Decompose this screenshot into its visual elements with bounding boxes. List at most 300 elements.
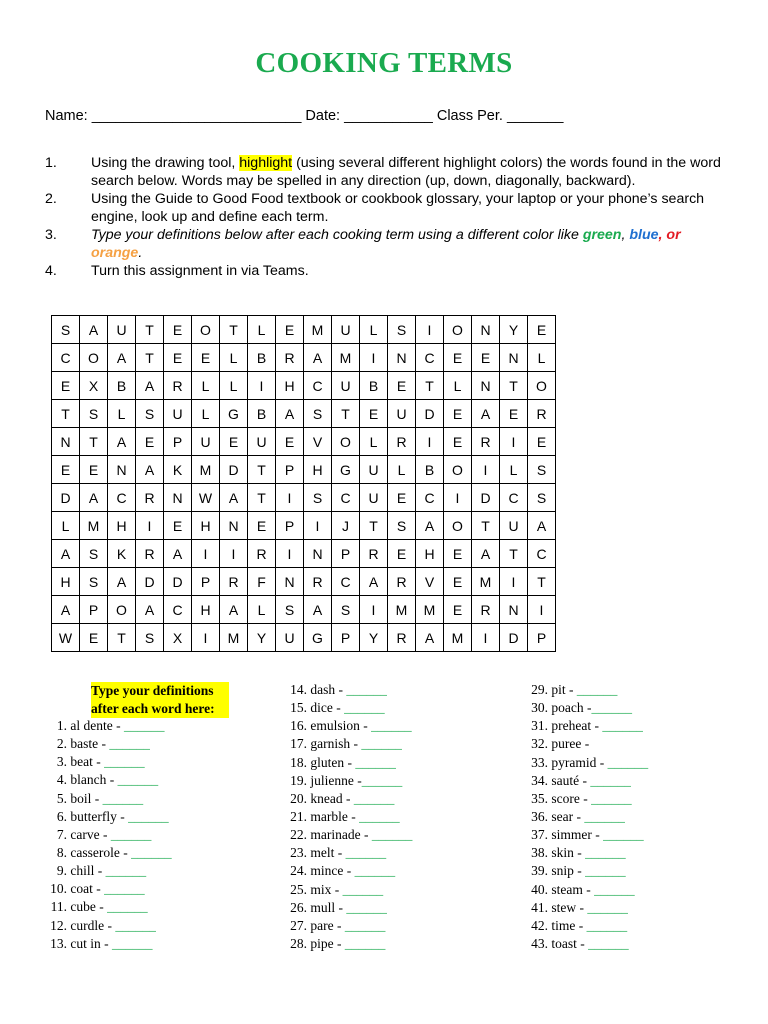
grid-cell[interactable]: T xyxy=(528,568,556,596)
grid-cell[interactable]: L xyxy=(192,400,220,428)
term-word: garnish - xyxy=(310,736,362,752)
grid-cell[interactable]: K xyxy=(164,456,192,484)
grid-cell[interactable]: Y xyxy=(360,624,388,652)
grid-cell[interactable]: I xyxy=(304,512,332,540)
grid-cell[interactable]: E xyxy=(136,428,164,456)
grid-cell[interactable]: I xyxy=(248,372,276,400)
grid-cell[interactable]: W xyxy=(192,484,220,512)
grid-cell[interactable]: W xyxy=(52,624,80,652)
grid-cell[interactable]: A xyxy=(416,512,444,540)
grid-cell[interactable]: N xyxy=(108,456,136,484)
grid-cell[interactable]: M xyxy=(304,316,332,344)
term-number: 4. xyxy=(56,772,67,788)
grid-cell[interactable]: P xyxy=(80,596,108,624)
grid-cell[interactable]: H xyxy=(276,372,304,400)
grid-cell[interactable]: U xyxy=(360,456,388,484)
grid-cell[interactable]: A xyxy=(80,484,108,512)
grid-cell[interactable]: I xyxy=(416,428,444,456)
definition-blank[interactable]: ______ xyxy=(588,935,629,951)
grid-cell[interactable]: B xyxy=(416,456,444,484)
grid-cell[interactable]: P xyxy=(192,568,220,596)
definition-blank[interactable]: ______ xyxy=(346,682,387,697)
grid-cell[interactable]: A xyxy=(220,596,248,624)
grid-cell[interactable]: D xyxy=(52,484,80,512)
grid-cell[interactable]: C xyxy=(416,484,444,512)
grid-cell[interactable]: U xyxy=(164,400,192,428)
grid-cell[interactable]: R xyxy=(164,372,192,400)
grid-cell[interactable]: L xyxy=(192,372,220,400)
grid-cell[interactable]: B xyxy=(360,372,388,400)
definition-blank[interactable]: ______ xyxy=(342,881,384,897)
definition-blank[interactable]: ______ xyxy=(105,863,147,879)
grid-cell[interactable]: P xyxy=(276,456,304,484)
grid-cell[interactable]: E xyxy=(360,400,388,428)
term-number: 7. xyxy=(56,826,67,842)
definition-blank[interactable]: ______ xyxy=(354,863,396,879)
definition-blank[interactable]: ______ xyxy=(585,863,626,879)
grid-cell[interactable]: X xyxy=(164,624,192,652)
term-item xyxy=(529,844,648,862)
grid-cell[interactable]: T xyxy=(108,624,136,652)
definition-blank[interactable]: ______ xyxy=(361,736,402,752)
grid-cell[interactable]: Y xyxy=(500,316,528,344)
grid-cell[interactable]: E xyxy=(164,512,192,540)
grid-cell[interactable]: S xyxy=(80,568,108,596)
grid-cell[interactable]: N xyxy=(500,596,528,624)
definition-blank[interactable]: ______ xyxy=(128,808,169,824)
term-item xyxy=(288,899,412,917)
grid-cell[interactable]: R xyxy=(388,624,416,652)
definition-blank[interactable]: ______ xyxy=(344,700,385,716)
grid-cell[interactable]: L xyxy=(500,456,528,484)
term-word: butterfly - xyxy=(70,808,129,824)
grid-cell[interactable]: S xyxy=(80,400,108,428)
definition-blank[interactable]: ______ xyxy=(603,827,644,843)
grid-cell[interactable]: E xyxy=(500,400,528,428)
grid-cell[interactable]: E xyxy=(388,372,416,400)
grid-cell[interactable]: E xyxy=(52,372,80,400)
grid-cell[interactable]: T xyxy=(416,372,444,400)
grid-cell[interactable]: H xyxy=(108,512,136,540)
grid-cell[interactable]: H xyxy=(192,596,220,624)
grid-cell[interactable]: T xyxy=(220,316,248,344)
term-word: chill - xyxy=(70,863,106,879)
grid-cell[interactable]: L xyxy=(248,316,276,344)
grid-cell[interactable]: D xyxy=(220,456,248,484)
term-number: 41. xyxy=(531,899,548,915)
grid-cell[interactable]: T xyxy=(500,372,528,400)
grid-cell[interactable]: S xyxy=(528,484,556,512)
definition-blank[interactable]: ______ xyxy=(585,845,626,861)
grid-cell[interactable]: A xyxy=(108,344,136,372)
definition-blank[interactable]: ______ xyxy=(591,700,632,716)
grid-cell[interactable]: R xyxy=(472,428,500,456)
grid-cell[interactable]: A xyxy=(52,540,80,568)
grid-cell[interactable]: C xyxy=(332,484,360,512)
grid-cell[interactable]: M xyxy=(80,512,108,540)
grid-cell[interactable]: R xyxy=(388,568,416,596)
terms-column-2 xyxy=(288,681,412,953)
grid-cell[interactable]: L xyxy=(220,372,248,400)
grid-cell[interactable]: A xyxy=(108,428,136,456)
definition-blank[interactable]: ______ xyxy=(107,899,148,915)
grid-cell[interactable]: E xyxy=(220,428,248,456)
grid-cell[interactable]: N xyxy=(304,540,332,568)
definition-blank[interactable]: ______ xyxy=(607,754,649,770)
grid-cell[interactable]: O xyxy=(444,512,472,540)
grid-cell[interactable]: O xyxy=(108,596,136,624)
grid-cell[interactable]: P xyxy=(164,428,192,456)
grid-cell[interactable]: L xyxy=(528,344,556,372)
grid-cell[interactable]: S xyxy=(136,624,164,652)
grid-cell[interactable]: N xyxy=(52,428,80,456)
grid-cell[interactable]: N xyxy=(500,344,528,372)
grid-cell[interactable]: H xyxy=(52,568,80,596)
grid-cell[interactable]: C xyxy=(416,344,444,372)
grid-cell[interactable]: I xyxy=(528,596,556,624)
grid-cell[interactable]: A xyxy=(136,372,164,400)
grid-cell[interactable]: A xyxy=(304,344,332,372)
grid-cell[interactable]: M xyxy=(416,596,444,624)
grid-cell[interactable]: O xyxy=(192,316,220,344)
grid-cell[interactable]: R xyxy=(528,400,556,428)
term-number: 32. xyxy=(531,736,548,752)
definition-blank[interactable]: ______ xyxy=(584,808,625,824)
term-item xyxy=(529,935,648,953)
grid-cell[interactable]: O xyxy=(528,372,556,400)
grid-cell[interactable]: A xyxy=(136,456,164,484)
grid-cell[interactable]: I xyxy=(192,624,220,652)
grid-cell[interactable]: E xyxy=(472,344,500,372)
term-item xyxy=(529,735,648,753)
grid-cell[interactable]: E xyxy=(444,540,472,568)
grid-cell[interactable]: A xyxy=(80,316,108,344)
grid-cell[interactable]: E xyxy=(80,624,108,652)
grid-cell[interactable]: L xyxy=(108,400,136,428)
term-item xyxy=(288,881,412,899)
term-item xyxy=(49,753,172,771)
grid-cell[interactable]: A xyxy=(472,540,500,568)
grid-cell[interactable]: U xyxy=(276,624,304,652)
grid-cell[interactable]: S xyxy=(52,316,80,344)
grid-cell[interactable]: B xyxy=(248,344,276,372)
instruction-text xyxy=(91,154,731,190)
definition-blank[interactable]: ______ xyxy=(344,917,386,933)
grid-cell[interactable]: P xyxy=(276,512,304,540)
grid-cell[interactable]: C xyxy=(164,596,192,624)
grid-cell[interactable]: D xyxy=(136,568,164,596)
definition-blank[interactable]: ______ xyxy=(344,935,386,951)
grid-cell[interactable]: G xyxy=(332,456,360,484)
grid-cell[interactable]: C xyxy=(304,372,332,400)
instruction-number: 1. xyxy=(45,155,57,171)
term-item xyxy=(529,717,648,735)
grid-cell[interactable]: C xyxy=(332,568,360,596)
grid-cell[interactable]: A xyxy=(416,624,444,652)
grid-cell[interactable]: T xyxy=(248,456,276,484)
instruction-number: 3. xyxy=(45,227,57,243)
grid-cell[interactable]: E xyxy=(276,428,304,456)
terms-column-3 xyxy=(529,681,648,953)
definition-blank[interactable]: ______ xyxy=(586,917,628,933)
grid-cell[interactable]: R xyxy=(360,540,388,568)
term-item xyxy=(288,754,412,772)
grid-cell[interactable]: S xyxy=(304,400,332,428)
grid-cell[interactable]: V xyxy=(304,428,332,456)
grid-cell[interactable]: C xyxy=(500,484,528,512)
definition-blank[interactable]: ______ xyxy=(110,826,152,842)
grid-cell[interactable]: E xyxy=(444,400,472,428)
grid-cell[interactable]: N xyxy=(472,316,500,344)
grid-cell[interactable]: A xyxy=(108,568,136,596)
grid-cell[interactable]: R xyxy=(248,540,276,568)
grid-cell[interactable]: L xyxy=(444,372,472,400)
grid-cell[interactable]: R xyxy=(136,540,164,568)
grid-cell[interactable]: E xyxy=(388,540,416,568)
grid-cell[interactable]: E xyxy=(444,596,472,624)
definition-blank[interactable]: ______ xyxy=(104,754,145,770)
grid-cell[interactable]: M xyxy=(472,568,500,596)
grid-cell[interactable]: U xyxy=(248,428,276,456)
term-word: toast - xyxy=(551,935,589,951)
definition-blank[interactable]: ______ xyxy=(112,935,153,951)
instruction-text xyxy=(91,190,731,226)
grid-cell[interactable]: G xyxy=(220,400,248,428)
grid-cell[interactable]: S xyxy=(388,316,416,344)
grid-cell[interactable]: D xyxy=(500,624,528,652)
term-word: marinade - xyxy=(310,827,372,843)
grid-cell[interactable]: C xyxy=(528,540,556,568)
grid-cell[interactable]: I xyxy=(416,316,444,344)
term-item xyxy=(288,772,412,790)
grid-cell[interactable]: C xyxy=(52,344,80,372)
grid-cell[interactable]: F xyxy=(248,568,276,596)
definition-blank[interactable]: ______ xyxy=(104,881,145,897)
grid-cell[interactable]: N xyxy=(472,372,500,400)
term-number: 20. xyxy=(290,790,307,806)
grid-cell[interactable]: T xyxy=(248,484,276,512)
term-item xyxy=(529,699,648,717)
grid-cell[interactable]: I xyxy=(136,512,164,540)
grid-cell[interactable]: O xyxy=(444,456,472,484)
grid-cell[interactable]: I xyxy=(220,540,248,568)
grid-cell[interactable]: I xyxy=(360,344,388,372)
grid-cell[interactable]: T xyxy=(52,400,80,428)
grid-cell[interactable]: B xyxy=(108,372,136,400)
grid-cell[interactable]: U xyxy=(500,512,528,540)
grid-cell[interactable]: R xyxy=(276,344,304,372)
grid-cell[interactable]: N xyxy=(276,568,304,596)
grid-cell[interactable]: E xyxy=(248,512,276,540)
grid-cell[interactable]: P xyxy=(528,624,556,652)
definition-blank[interactable]: ______ xyxy=(355,754,396,770)
grid-cell[interactable]: A xyxy=(528,512,556,540)
grid-cell[interactable]: K xyxy=(108,540,136,568)
grid-cell[interactable]: A xyxy=(136,596,164,624)
grid-cell[interactable]: T xyxy=(500,540,528,568)
grid-cell[interactable]: E xyxy=(80,456,108,484)
grid-cell[interactable]: Y xyxy=(248,624,276,652)
grid-cell[interactable]: S xyxy=(276,596,304,624)
definition-blank[interactable]: ______ xyxy=(602,718,643,734)
definition-blank[interactable]: ______ xyxy=(345,845,387,861)
definition-blank[interactable]: ______ xyxy=(109,736,150,752)
definition-blank[interactable]: ______ xyxy=(359,808,400,824)
grid-cell[interactable]: O xyxy=(80,344,108,372)
grid-cell[interactable]: U xyxy=(332,316,360,344)
grid-cell[interactable]: T xyxy=(360,512,388,540)
definition-blank[interactable]: ______ xyxy=(591,790,632,806)
grid-cell[interactable]: D xyxy=(416,400,444,428)
grid-cell[interactable]: S xyxy=(304,484,332,512)
grid-cell[interactable]: L xyxy=(52,512,80,540)
term-item xyxy=(49,717,172,735)
grid-cell[interactable]: O xyxy=(444,316,472,344)
grid-cell[interactable]: X xyxy=(80,372,108,400)
definition-blank[interactable]: ______ xyxy=(353,790,395,806)
grid-cell[interactable]: V xyxy=(416,568,444,596)
grid-cell[interactable]: I xyxy=(276,484,304,512)
grid-cell[interactable]: A xyxy=(276,400,304,428)
definition-blank[interactable]: ______ xyxy=(361,772,403,788)
grid-cell[interactable]: P xyxy=(332,624,360,652)
definition-blank[interactable]: ______ xyxy=(371,827,413,843)
grid-cell[interactable]: N xyxy=(220,512,248,540)
grid-cell[interactable]: R xyxy=(304,568,332,596)
grid-cell[interactable]: L xyxy=(220,344,248,372)
instruction-text-part: , xyxy=(621,227,630,243)
grid-cell[interactable]: A xyxy=(52,596,80,624)
term-word: dice - xyxy=(310,700,345,716)
definitions-header-line-2: after each word here: xyxy=(91,700,229,718)
grid-cell[interactable]: E xyxy=(164,316,192,344)
term-word: carve - xyxy=(70,826,111,842)
definition-blank[interactable]: ______ xyxy=(590,772,631,788)
grid-cell[interactable]: E xyxy=(164,344,192,372)
grid-cell[interactable]: H xyxy=(416,540,444,568)
grid-cell[interactable]: T xyxy=(136,316,164,344)
grid-cell[interactable]: R xyxy=(472,596,500,624)
grid-cell[interactable]: U xyxy=(360,484,388,512)
grid-cell[interactable]: O xyxy=(332,428,360,456)
term-item xyxy=(288,735,412,753)
term-item xyxy=(288,826,412,844)
definition-blank[interactable]: ______ xyxy=(115,917,156,933)
grid-cell[interactable]: I xyxy=(500,568,528,596)
definition-blank[interactable]: ______ xyxy=(131,844,172,860)
grid-cell[interactable]: I xyxy=(360,596,388,624)
grid-cell[interactable]: L xyxy=(360,316,388,344)
grid-cell[interactable]: I xyxy=(472,456,500,484)
grid-cell[interactable]: S xyxy=(80,540,108,568)
grid-cell[interactable]: S xyxy=(528,456,556,484)
grid-cell[interactable]: J xyxy=(332,512,360,540)
definition-blank[interactable]: ______ xyxy=(587,899,628,915)
grid-cell[interactable]: D xyxy=(164,568,192,596)
grid-cell[interactable]: L xyxy=(388,456,416,484)
grid-cell[interactable]: E xyxy=(528,428,556,456)
grid-cell[interactable]: E xyxy=(52,456,80,484)
grid-cell[interactable]: E xyxy=(192,344,220,372)
grid-cell[interactable]: U xyxy=(192,428,220,456)
grid-cell[interactable]: H xyxy=(304,456,332,484)
grid-cell[interactable]: I xyxy=(276,540,304,568)
grid-cell[interactable]: I xyxy=(472,624,500,652)
grid-cell[interactable]: A xyxy=(164,540,192,568)
grid-cell[interactable]: T xyxy=(80,428,108,456)
grid-cell[interactable]: M xyxy=(388,596,416,624)
grid-cell[interactable]: T xyxy=(136,344,164,372)
grid-cell[interactable]: R xyxy=(136,484,164,512)
grid-cell[interactable]: S xyxy=(332,596,360,624)
grid-cell[interactable]: N xyxy=(164,484,192,512)
grid-cell[interactable]: R xyxy=(388,428,416,456)
grid-cell[interactable]: E xyxy=(528,316,556,344)
grid-cell[interactable]: T xyxy=(332,400,360,428)
grid-cell[interactable]: E xyxy=(276,316,304,344)
grid-cell[interactable]: L xyxy=(360,428,388,456)
grid-cell[interactable]: E xyxy=(444,344,472,372)
grid-cell[interactable]: M xyxy=(332,344,360,372)
name-date-class-line: Name: __________________________ Date: ___________ Class Per. _______ xyxy=(45,108,564,124)
definition-blank[interactable]: ______ xyxy=(123,718,165,733)
grid-cell[interactable]: M xyxy=(444,624,472,652)
grid-cell[interactable]: E xyxy=(444,568,472,596)
grid-cell[interactable]: E xyxy=(388,484,416,512)
grid-cell[interactable]: T xyxy=(472,512,500,540)
grid-cell[interactable]: P xyxy=(332,540,360,568)
grid-cell[interactable]: M xyxy=(192,456,220,484)
grid-cell[interactable]: R xyxy=(220,568,248,596)
grid-cell[interactable]: A xyxy=(472,400,500,428)
grid-cell[interactable]: L xyxy=(248,596,276,624)
grid-cell[interactable]: B xyxy=(248,400,276,428)
grid-cell[interactable]: D xyxy=(472,484,500,512)
grid-cell[interactable]: I xyxy=(192,540,220,568)
grid-cell[interactable]: U xyxy=(388,400,416,428)
instruction-text-part: highlight xyxy=(239,155,293,171)
definition-blank[interactable]: ______ xyxy=(576,682,618,697)
term-number: 35. xyxy=(531,790,548,806)
grid-cell[interactable]: H xyxy=(192,512,220,540)
grid-cell[interactable]: E xyxy=(444,428,472,456)
grid-cell[interactable]: N xyxy=(388,344,416,372)
definition-blank[interactable]: ______ xyxy=(102,790,144,806)
definition-blank[interactable]: ______ xyxy=(594,881,635,897)
grid-cell[interactable]: I xyxy=(444,484,472,512)
grid-cell[interactable]: A xyxy=(304,596,332,624)
grid-cell[interactable]: I xyxy=(500,428,528,456)
instruction-text-part: green xyxy=(582,227,622,243)
instruction-text-part: . xyxy=(138,245,143,261)
grid-cell[interactable]: U xyxy=(108,316,136,344)
definition-blank[interactable]: ______ xyxy=(117,772,159,788)
definition-blank[interactable]: ______ xyxy=(346,899,387,915)
grid-cell[interactable]: A xyxy=(220,484,248,512)
grid-cell[interactable]: A xyxy=(360,568,388,596)
grid-cell[interactable]: C xyxy=(108,484,136,512)
term-word: al dente - xyxy=(70,718,124,733)
grid-cell[interactable]: U xyxy=(332,372,360,400)
grid-cell[interactable]: G xyxy=(304,624,332,652)
grid-cell[interactable]: S xyxy=(136,400,164,428)
grid-cell[interactable]: M xyxy=(220,624,248,652)
grid-row xyxy=(52,316,556,344)
definition-blank[interactable]: ______ xyxy=(371,718,412,734)
instruction-text-part: orange xyxy=(91,245,139,261)
grid-cell[interactable]: S xyxy=(388,512,416,540)
term-word: melt - xyxy=(310,845,346,861)
